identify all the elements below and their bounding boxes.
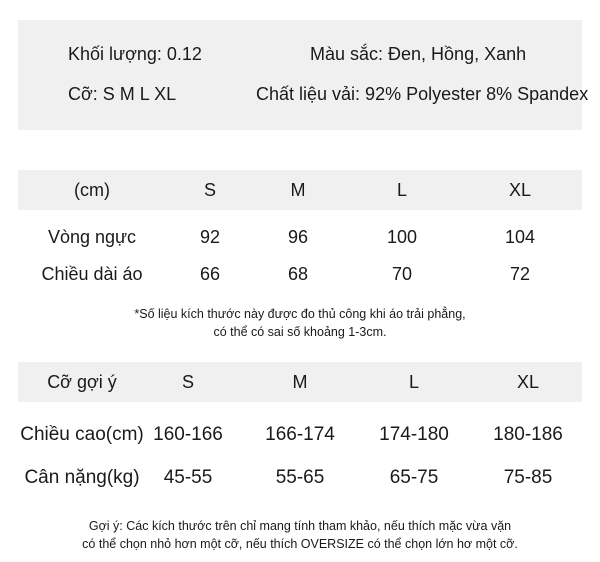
size-row-length-xl: 72	[509, 264, 531, 284]
suggest-header-l: L	[408, 372, 420, 392]
size-row-length-label: Chiều dài áo	[41, 264, 143, 284]
suggest-row-weight-label: Cân nặng(kg)	[24, 467, 140, 488]
size-header-unit: (cm)	[74, 180, 110, 200]
suggest-row-weight-m: 55-65	[275, 467, 325, 488]
size-header-l: L	[396, 180, 408, 200]
suggest-header-xl: XL	[516, 372, 540, 392]
measure-note	[0, 305, 600, 341]
size-header-s: S	[203, 180, 217, 200]
suggest-header-s: S	[181, 372, 195, 392]
suggest-row-weight-xl: 75-85	[503, 467, 553, 488]
size-row-chest-xl: 104	[504, 227, 536, 247]
suggest-row-weight-s: 45-55	[163, 467, 213, 488]
suggest-row-height-l: 174-180	[379, 424, 449, 445]
size-row-length-l: 70	[391, 264, 413, 284]
weight-text: Khối lượng: 0.12	[68, 44, 202, 64]
suggest-row-weight-l: 65-75	[389, 467, 439, 488]
size-row-length-s: 66	[199, 264, 221, 284]
suggest-row-height-label: Chiều cao(cm)	[20, 424, 144, 445]
suggest-header-label: Cỡ gợi ý	[47, 372, 117, 392]
size-row-chest-label: Vòng ngực	[47, 227, 137, 247]
size-row-chest-m: 96	[287, 227, 309, 247]
suggest-note-line2: có thể chọn nhỏ hơn một cỡ, nếu thích OVERSIZE có thể chọn lớn hơ một cỡ.	[82, 537, 518, 551]
colors-text: Màu sắc: Đen, Hồng, Xanh	[310, 44, 527, 64]
suggest-row-height-m: 166-174	[265, 424, 335, 445]
size-row-chest-s: 92	[199, 227, 221, 247]
material-text: Chất liệu vải: 92% Polyester 8% Spandex	[256, 84, 589, 104]
measure-note-line2: có thể có sai số khoảng 1-3cm.	[213, 325, 387, 339]
suggest-note	[0, 517, 600, 553]
size-header-xl: XL	[508, 180, 532, 200]
measure-note-line1: *Số liệu kích thước này được đo thủ công khi áo trải phẳng,	[134, 307, 466, 321]
suggest-row-height-xl: 180-186	[493, 424, 563, 445]
size-header-m: M	[290, 180, 306, 200]
size-row-chest-l: 100	[386, 227, 418, 247]
product-info-box	[18, 20, 589, 130]
sizes-text: Cỡ: S M L XL	[68, 84, 177, 104]
suggest-row-height-s: 160-166	[153, 424, 223, 445]
suggest-header-m: M	[292, 372, 308, 392]
size-row-length-m: 68	[287, 264, 309, 284]
suggest-note-line1: Gợi ý: Các kích thước trên chỉ mang tính tham khảo, nếu thích mặc vừa vặn	[88, 519, 512, 533]
